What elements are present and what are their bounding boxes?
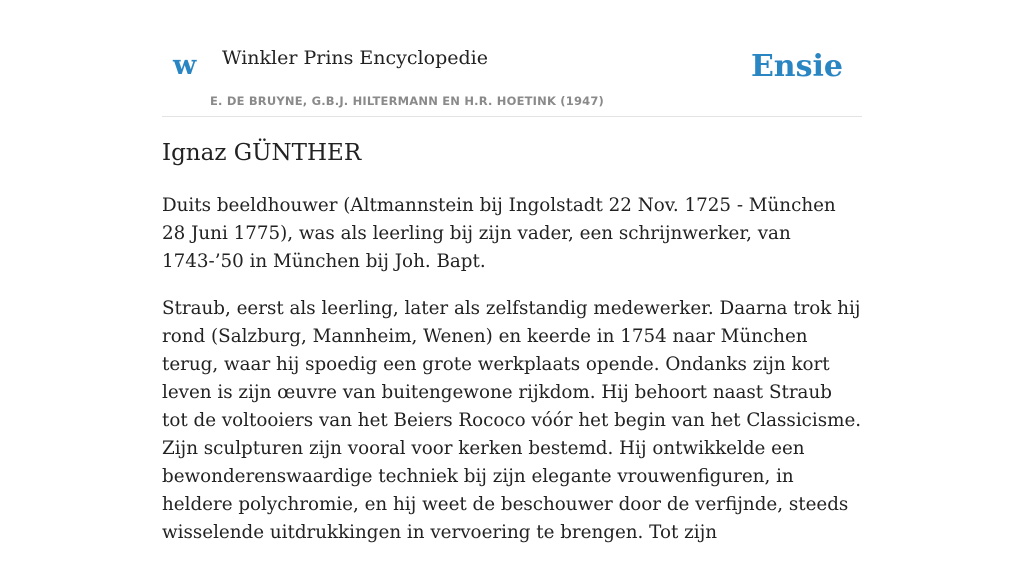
article-title: Ignaz GÜNTHER [162,140,362,166]
ensie-logo[interactable]: Ensie [750,49,843,84]
article-body [162,192,862,566]
article-paragraph: Straub, eerst als leerling, later als zelfstandig medewerker. Daarna trok hij rond (Salzburg, Mannheim, Wenen) en keerde in 1754 naar München terug, waar hij spoedig een grote werkplaats opende. Ondanks zijn kort leven is zijn œuvre van buitengewone rijkdom. Hij behoort naast Straub tot de voltooiers van het Beiers Rococo vóór het begin van het Classicisme. Zijn sculpturen zijn vooral voor kerken bestemd. Hij ontwikkelde een bewonderenswaardige techniek bij zijn elegante vrouwenfiguren, in heldere polychromie, en hij weet de beschouwer door de verfijnde, steeds wisselende uitdrukkingen in vervoering te brengen. Tot zijn [162,298,862,543]
source-logo-icon[interactable]: w [173,50,197,81]
source-title[interactable]: Winkler Prins Encyclopedie [222,47,488,69]
source-header [162,40,862,117]
source-authors: E. DE BRUYNE, G.B.J. HILTERMANN EN H.R. HOETINK (1947) [210,94,605,108]
article-paragraph: Duits beeldhouwer (Altmannstein bij Ingolstadt 22 Nov. 1725 - München 28 Juni 1775), was als leerling bij zijn vader, een schrijnwerker, van 1743-’50 in München bij Joh. Bapt. [162,195,836,272]
